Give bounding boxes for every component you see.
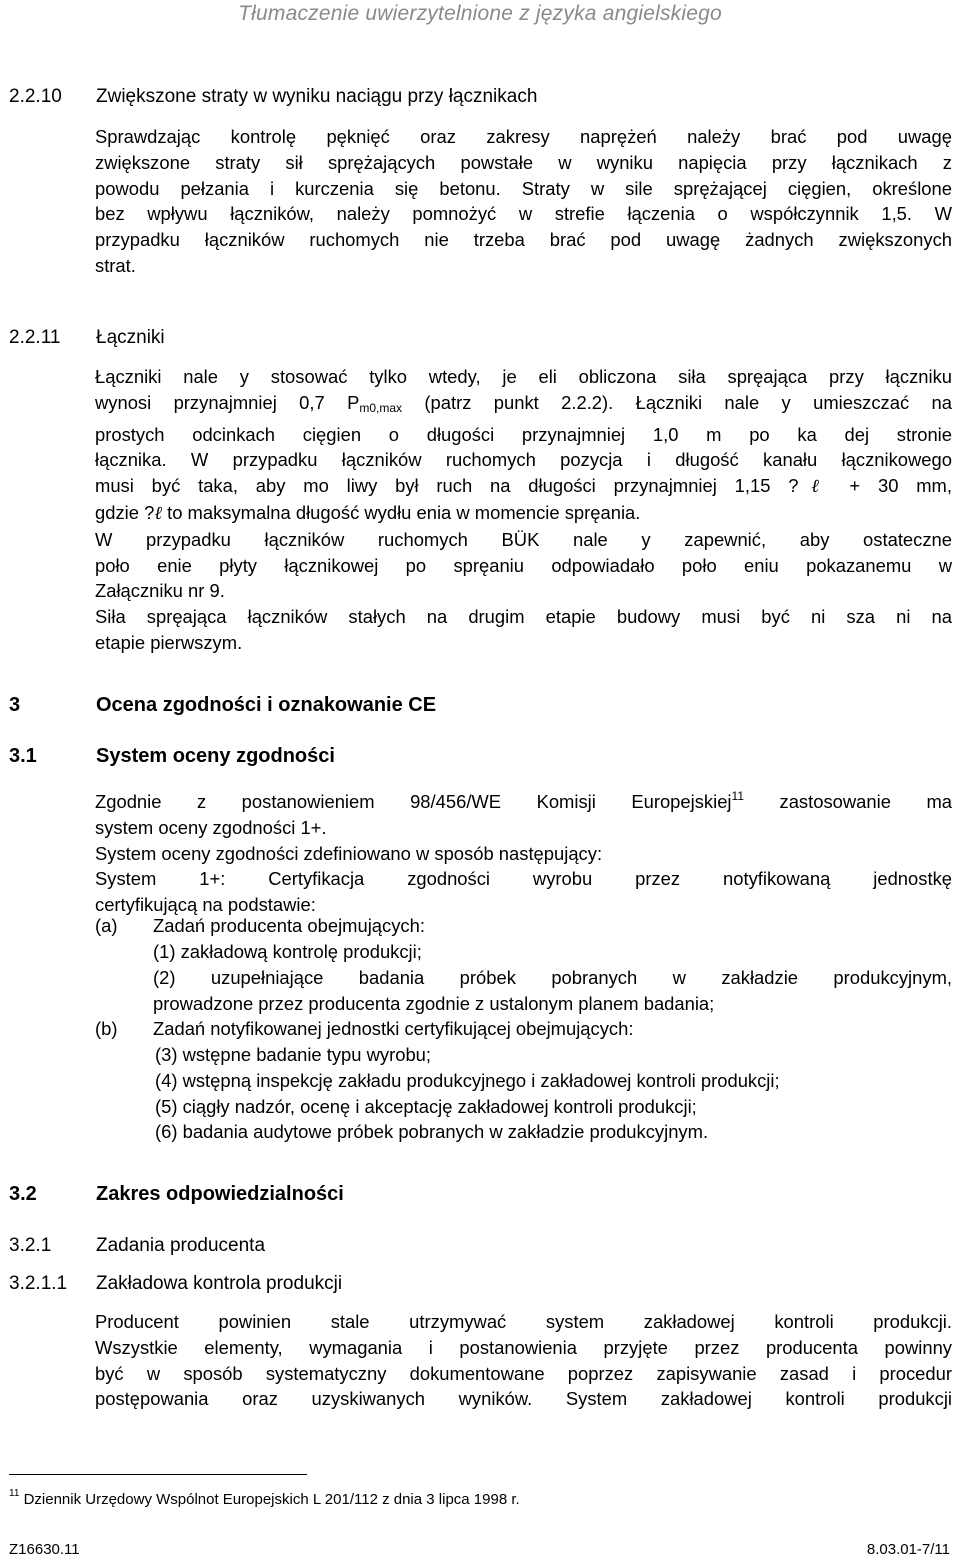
list-item: (1) zakładową kontrolę produkcji; xyxy=(153,941,422,962)
section-3-2-1-1-number: 3.2.1.1 xyxy=(9,1273,68,1294)
section-3-2-1-number: 3.2.1 xyxy=(9,1235,52,1256)
text-line: prostych odcinkach cięgien o długości przynajmniej 1,0 m po ka dej stronie xyxy=(95,423,952,445)
list-label-b: (b) xyxy=(95,1018,118,1039)
section-3-1-title: System oceny zgodności xyxy=(96,745,335,767)
text-line: System oceny zgodności zdefiniowano w sposób następujący: xyxy=(95,842,603,864)
list-item: (6) badania audytowe próbek pobranych w zakładzie produkcyjnym. xyxy=(155,1121,709,1143)
section-3-2-title: Zakres odpowiedzialności xyxy=(96,1183,344,1205)
text-fragment: wynosi przynajmniej 0,7 P xyxy=(95,391,360,413)
footnote-ref: 11 xyxy=(731,789,744,803)
text-fragment: to maksymalna długość wydłu enia w momencie spręania. xyxy=(161,501,641,523)
text-line: Łączniki nale y stosować tylko wtedy, je eli obliczona siła spręająca przy łączniku xyxy=(95,366,952,387)
text-line xyxy=(95,784,952,815)
list-text-b: Zadań notyfikowanej jednostki certyfikującej obejmujących: xyxy=(153,1018,634,1039)
list-item: (2) uzupełniające badania próbek pobranych w zakładzie produkcyjnym, xyxy=(153,966,952,988)
text-line: Siła spręająca łączników stałych na drugim etapie budowy musi być ni sza ni na xyxy=(95,606,952,628)
text-fragment: (patrz punkt 2.2.2). Łączniki nale y umieszczać na xyxy=(402,391,952,413)
text-line: postępowania oraz uzyskiwanych wyników. System zakładowej kontroli produkcji xyxy=(95,1388,952,1410)
section-2-2-11-number: 2.2.11 xyxy=(9,327,61,348)
text-line: Wszystkie elementy, wymagania i postanowienia przyjęte przez producenta powinny xyxy=(95,1336,952,1358)
section-2-2-10-paragraph xyxy=(95,124,952,279)
text-line: przypadku łączników ruchomych nie trzeba brać pod uwagę żadnych zwiększonych xyxy=(95,229,952,251)
section-3-2-1-1-title: Zakładowa kontrola produkcji xyxy=(96,1273,343,1294)
text-fragment: gdzie ? xyxy=(95,501,155,523)
section-3-2-1-title: Zadania producenta xyxy=(96,1235,266,1256)
text-line xyxy=(95,473,952,500)
text-line: W przypadku łączników ruchomych BÜK nale y zapewnić, aby ostateczne xyxy=(95,528,952,550)
text-line: łącznika. W przypadku łączników ruchomych pozycja i długość kanału łącznikowego xyxy=(95,449,952,471)
text-line: etapie pierwszym. xyxy=(95,631,243,653)
text-line: poło enie płyty łącznikowej po spręaniu odpowiadało poło eniu pokazanemu w xyxy=(95,554,952,576)
section-2-2-10-title: Zwiększone straty w wyniku naciągu przy łącznikach xyxy=(96,86,538,107)
list-item: (3) wstępne badanie typu wyrobu; xyxy=(155,1044,432,1065)
ell-symbol: ℓ xyxy=(798,476,832,498)
list-item: prowadzone przez producenta zgodnie z ustalonym planem badania; xyxy=(153,992,715,1014)
section-3-title: Ocena zgodności i oznakowanie CE xyxy=(96,694,437,716)
text-line xyxy=(95,500,952,527)
text-fragment: musi być taka, aby mo liwy był ruch na długości przynajmniej 1,15 ? xyxy=(95,475,799,497)
text-fragment: + 30 mm, xyxy=(831,475,952,497)
subscript: m0,max xyxy=(359,400,403,415)
list-item: (4) wstępną inspekcję zakładu produkcyjnego i zakładowej kontroli produkcji; xyxy=(155,1069,780,1091)
list-label-a: (a) xyxy=(95,915,118,936)
text-line: powodu pełzania i kurczenia się betonu. Straty w sile sprężającej cięgien, określone xyxy=(95,177,952,199)
section-2-2-10-number: 2.2.10 xyxy=(9,86,62,107)
section-3-1-paragraph xyxy=(95,784,952,918)
section-3-2-number: 3.2 xyxy=(9,1183,37,1205)
text-line: być w sposób systematyczny dokumentowane poprzez zapisywanie zasad i procedur xyxy=(95,1362,952,1384)
list-a-items xyxy=(153,939,952,1016)
text-line: strat. xyxy=(95,254,136,276)
section-3-1-number: 3.1 xyxy=(9,745,37,767)
section-3-number: 3 xyxy=(9,694,21,716)
footnote-text: Dziennik Urzędowy Wspólnot Europejskich L 201/112 z dnia 3 lipca 1998 r. xyxy=(23,1491,520,1508)
footer-document-id: Z16630.11 xyxy=(9,1541,80,1558)
text-line: system oceny zgodności 1+. xyxy=(95,816,327,838)
text-fragment: zastosowanie ma xyxy=(744,791,952,812)
text-line: Sprawdzając kontrolę pęknięć oraz zakresy naprężeń należy brać pod uwagę xyxy=(95,126,952,147)
list-text-a: Zadań producenta obejmujących: xyxy=(153,915,425,936)
footnote xyxy=(9,1488,520,1508)
list-b-items xyxy=(155,1042,780,1145)
text-line: Producent powinien stale utrzymywać system zakładowej kontroli produkcji. xyxy=(95,1311,952,1332)
text-line xyxy=(95,390,952,422)
footer-page-ref: 8.03.01-7/11 xyxy=(866,1541,950,1558)
text-line: Załączniku nr 9. xyxy=(95,580,225,602)
section-2-2-11-title: Łączniki xyxy=(96,327,165,348)
text-line: bez wpływu łączników, należy pomnożyć w strefie łączenia o współczynnik 1,5. W xyxy=(95,203,952,225)
ell-symbol: ℓ xyxy=(154,502,162,524)
list-item: (5) ciągły nadzór, ocenę i akceptację zakładowej kontroli produkcji; xyxy=(155,1095,697,1117)
text-fragment: Zgodnie z postanowieniem 98/456/WE Komisji Europejskiej xyxy=(95,791,732,812)
section-2-2-11-paragraph xyxy=(95,364,952,656)
text-line: System 1+: Certyfikacja zgodności wyrobu przez notyfikowaną jednostkę xyxy=(95,868,952,890)
page-header: Tłumaczenie uwierzytelnione z języka angielskiego xyxy=(238,2,722,25)
footnote-number: 11 xyxy=(9,1488,20,1499)
text-line: zwiększone straty sił sprężających powstałe w wyniku napięcia przy łącznikach z xyxy=(95,151,952,173)
footnote-separator xyxy=(9,1474,307,1475)
section-3-2-1-1-paragraph xyxy=(95,1309,952,1412)
text-line: certyfikującą na podstawie: xyxy=(95,894,316,916)
